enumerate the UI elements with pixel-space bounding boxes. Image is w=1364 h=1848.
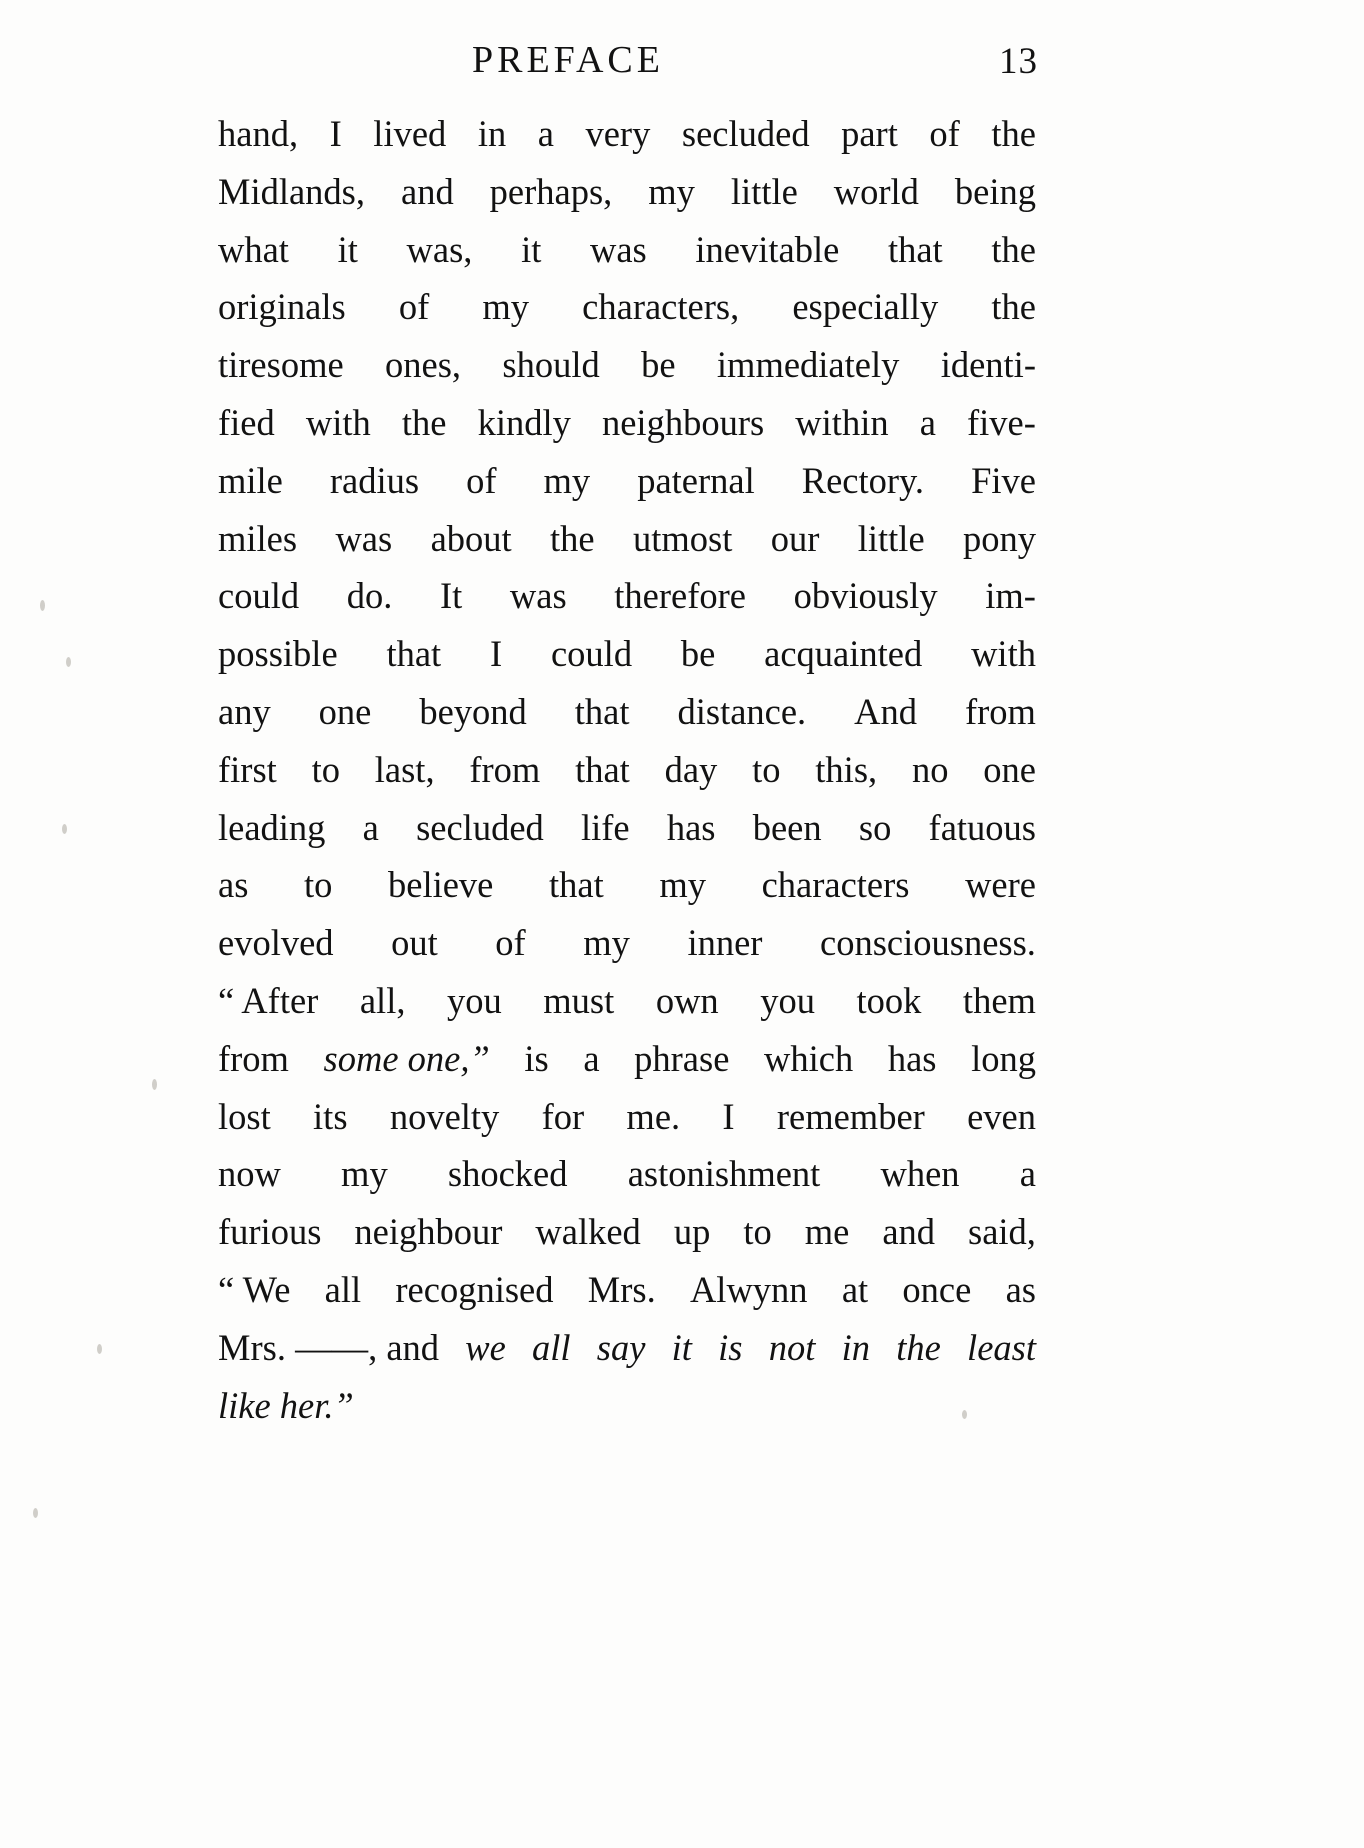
text-word: and xyxy=(401,170,454,212)
text-word: my xyxy=(543,459,591,501)
text-word: must xyxy=(543,979,615,1021)
text-word: paternal xyxy=(637,459,755,501)
text-word: you xyxy=(760,979,815,1021)
text-word: it xyxy=(671,1326,692,1368)
text-word: pony xyxy=(963,517,1036,559)
text-word: neighbours xyxy=(601,401,765,443)
scan-speck xyxy=(33,1508,38,1518)
text-word: world xyxy=(833,170,919,212)
text-word: Rectory. xyxy=(801,459,925,501)
text-word: be xyxy=(641,344,676,386)
text-word: no xyxy=(911,748,949,790)
text-word: first xyxy=(218,748,277,790)
text-word: of xyxy=(929,113,960,154)
text-word: it xyxy=(337,228,358,270)
text-word: believe xyxy=(388,864,494,906)
text-word: little xyxy=(857,517,925,559)
text-word: the xyxy=(401,401,447,443)
text-word: in xyxy=(841,1326,871,1368)
text-word: said, xyxy=(968,1211,1036,1253)
text-line xyxy=(218,221,1036,279)
text-word: And xyxy=(854,690,918,732)
text-word: inner xyxy=(687,922,763,964)
text-word: one xyxy=(983,748,1036,790)
text-word: being xyxy=(954,170,1036,212)
text-word: tiresome xyxy=(218,344,344,386)
text-line xyxy=(218,278,1036,336)
text-word: from xyxy=(964,690,1036,732)
text-word: day xyxy=(664,748,718,790)
text-word: consciousness. xyxy=(820,922,1036,964)
text-word: was xyxy=(335,517,393,559)
text-word: were xyxy=(965,864,1036,906)
text-word: this, xyxy=(815,748,878,790)
text-word: five- xyxy=(967,401,1036,443)
text-word: the xyxy=(550,517,595,559)
text-word: what xyxy=(218,228,289,270)
text-word: astonishment xyxy=(627,1153,821,1195)
text-word: them xyxy=(962,979,1036,1021)
text-word: secluded xyxy=(416,806,544,848)
text-word: least xyxy=(967,1326,1036,1368)
text-word: like her.” xyxy=(218,1384,354,1426)
text-word: my xyxy=(341,1153,388,1195)
text-line xyxy=(218,683,1036,741)
text-word: miles xyxy=(218,517,298,559)
text-line xyxy=(218,1261,1036,1319)
text-word: fatuous xyxy=(928,806,1036,848)
text-word: from xyxy=(218,1037,289,1079)
text-word: has xyxy=(666,806,716,848)
text-line xyxy=(218,856,1036,914)
text-word: the xyxy=(991,286,1036,328)
text-line xyxy=(218,1377,1036,1435)
text-word: It xyxy=(439,575,463,617)
text-word: leading xyxy=(218,806,326,848)
text-word: neighbour xyxy=(354,1211,503,1253)
text-word: own xyxy=(655,979,719,1021)
text-word: characters, xyxy=(582,286,740,328)
text-word: out xyxy=(391,922,438,964)
text-word: in xyxy=(477,113,507,154)
text-word: was xyxy=(509,575,567,617)
text-word: its xyxy=(313,1095,348,1137)
text-word: within xyxy=(795,401,889,443)
text-word: acquainted xyxy=(764,633,923,675)
text-word: has xyxy=(887,1037,937,1079)
text-word: with xyxy=(305,401,371,443)
text-word: a xyxy=(362,806,379,848)
text-word: walked xyxy=(535,1211,641,1253)
text-word: is xyxy=(718,1326,743,1368)
text-word: to xyxy=(311,748,340,790)
text-word: my xyxy=(659,864,706,906)
text-line xyxy=(218,163,1036,221)
text-line xyxy=(218,336,1036,394)
text-line xyxy=(218,452,1036,510)
text-word: identi- xyxy=(940,344,1036,386)
text-line xyxy=(218,1088,1036,1146)
text-word: originals xyxy=(218,286,346,328)
text-line xyxy=(218,1030,1036,1088)
text-word: about xyxy=(430,517,512,559)
text-word: my xyxy=(583,922,630,964)
text-word: to xyxy=(304,864,333,906)
page-title: PREFACE xyxy=(471,39,664,81)
scan-speck xyxy=(152,1079,157,1090)
text-word: for xyxy=(541,1095,585,1137)
text-word: furious xyxy=(218,1211,322,1253)
text-word: all xyxy=(324,1268,362,1310)
text-word: could xyxy=(218,575,300,617)
text-word: secluded xyxy=(681,113,810,154)
text-word: of xyxy=(495,922,526,964)
text-word: I xyxy=(329,113,342,154)
text-line xyxy=(218,741,1036,799)
text-word: all xyxy=(532,1326,571,1368)
text-word: part xyxy=(841,113,898,154)
text-word: some one,” xyxy=(323,1037,490,1079)
text-word: as xyxy=(218,864,249,906)
text-word: now xyxy=(218,1153,281,1195)
text-word: last, xyxy=(374,748,435,790)
text-line xyxy=(218,567,1036,625)
text-word: took xyxy=(856,979,922,1021)
text-word: radius xyxy=(329,459,420,501)
text-word: life xyxy=(581,806,630,848)
text-word: mile xyxy=(218,459,283,501)
text-word: me xyxy=(804,1211,850,1253)
text-word: long xyxy=(971,1037,1036,1079)
text-line xyxy=(218,914,1036,972)
text-word: which xyxy=(764,1037,854,1079)
text-word: I xyxy=(722,1095,735,1137)
text-word: ones, xyxy=(385,344,462,386)
text-word: even xyxy=(967,1095,1036,1137)
text-word: it xyxy=(521,228,542,270)
text-word: fied xyxy=(218,401,275,443)
text-word: beyond xyxy=(419,690,527,732)
text-word: Mrs. ——, and xyxy=(218,1326,440,1368)
text-word: “ After xyxy=(218,979,319,1021)
text-word: all, xyxy=(359,979,406,1021)
text-word: to xyxy=(752,748,781,790)
text-line xyxy=(218,1203,1036,1261)
text-word: recognised xyxy=(395,1268,554,1310)
text-word: perhaps, xyxy=(489,170,613,212)
scan-speck xyxy=(97,1344,102,1354)
text-word: up xyxy=(673,1211,711,1253)
text-word: im- xyxy=(985,575,1036,617)
text-word: when xyxy=(880,1153,960,1195)
text-word: inevitable xyxy=(695,228,840,270)
text-word: could xyxy=(550,633,633,675)
text-word: phrase xyxy=(634,1037,730,1079)
scan-speck xyxy=(62,824,67,834)
text-word: distance. xyxy=(677,690,807,732)
text-line xyxy=(218,1319,1036,1377)
text-line xyxy=(218,972,1036,1030)
text-word: possible xyxy=(218,633,338,675)
text-line xyxy=(218,625,1036,683)
text-line xyxy=(218,510,1036,568)
body-text xyxy=(218,105,1036,1434)
text-word: say xyxy=(596,1326,646,1368)
text-word: as xyxy=(1005,1268,1036,1310)
text-line xyxy=(218,1145,1036,1203)
text-word: the xyxy=(991,113,1036,154)
text-word: “ We xyxy=(218,1268,291,1310)
text-word: to xyxy=(743,1211,772,1253)
text-word: little xyxy=(730,170,798,212)
page-number: 13 xyxy=(999,41,1038,82)
text-word: from xyxy=(469,748,541,790)
text-word: that xyxy=(887,228,943,270)
text-word: you xyxy=(447,979,502,1021)
text-word: novelty xyxy=(389,1095,500,1137)
text-word: especially xyxy=(792,286,939,328)
text-word: a xyxy=(919,401,936,443)
text-word: Five xyxy=(971,459,1036,501)
text-word: of xyxy=(398,286,430,328)
running-head xyxy=(218,38,1038,86)
text-word: been xyxy=(752,806,822,848)
scan-speck xyxy=(40,600,45,611)
text-word: is xyxy=(524,1037,549,1079)
text-word: Midlands, xyxy=(218,170,366,212)
text-word: do. xyxy=(346,575,393,617)
text-word: and xyxy=(882,1211,936,1253)
text-word: lost xyxy=(218,1095,271,1137)
text-word: very xyxy=(585,113,651,154)
text-word: hand, xyxy=(218,113,299,154)
text-word: Alwynn xyxy=(689,1268,808,1310)
text-word: at xyxy=(841,1268,869,1310)
text-word: a xyxy=(537,113,554,154)
text-word: one xyxy=(318,690,372,732)
text-word: evolved xyxy=(218,922,334,964)
text-word: obviously xyxy=(793,575,938,617)
text-word: our xyxy=(770,517,820,559)
text-word: a xyxy=(1019,1153,1036,1195)
text-word: characters xyxy=(761,864,910,906)
text-word: my xyxy=(648,170,695,212)
text-word: a xyxy=(583,1037,600,1079)
text-word: remember xyxy=(776,1095,925,1137)
text-word: kindly xyxy=(477,401,571,443)
text-word: I xyxy=(490,633,503,675)
text-word: the xyxy=(896,1326,941,1368)
text-word: of xyxy=(466,459,497,501)
scan-speck xyxy=(66,657,71,667)
text-word: we xyxy=(465,1326,506,1368)
text-line xyxy=(218,799,1036,857)
text-word: therefore xyxy=(614,575,746,617)
text-word: with xyxy=(971,633,1036,675)
text-word: so xyxy=(858,806,892,848)
text-word: that xyxy=(574,690,630,732)
text-word: Mrs. xyxy=(587,1268,656,1310)
text-word: lived xyxy=(373,113,447,154)
text-word: that xyxy=(548,864,604,906)
text-word: was, xyxy=(406,228,473,270)
text-word: once xyxy=(902,1268,972,1310)
text-word: should xyxy=(502,344,600,386)
text-word: any xyxy=(218,690,271,732)
text-word: was xyxy=(590,228,647,270)
text-word: not xyxy=(768,1326,816,1368)
text-word: immediately xyxy=(716,344,900,386)
text-word: me. xyxy=(626,1095,681,1137)
text-word: the xyxy=(991,228,1036,270)
text-word: my xyxy=(482,286,530,328)
text-line xyxy=(218,394,1036,452)
text-word: that xyxy=(386,633,442,675)
text-word: be xyxy=(680,633,716,675)
text-word: utmost xyxy=(632,517,733,559)
text-word: shocked xyxy=(447,1153,568,1195)
text-word: that xyxy=(575,748,630,790)
text-line xyxy=(218,105,1036,163)
